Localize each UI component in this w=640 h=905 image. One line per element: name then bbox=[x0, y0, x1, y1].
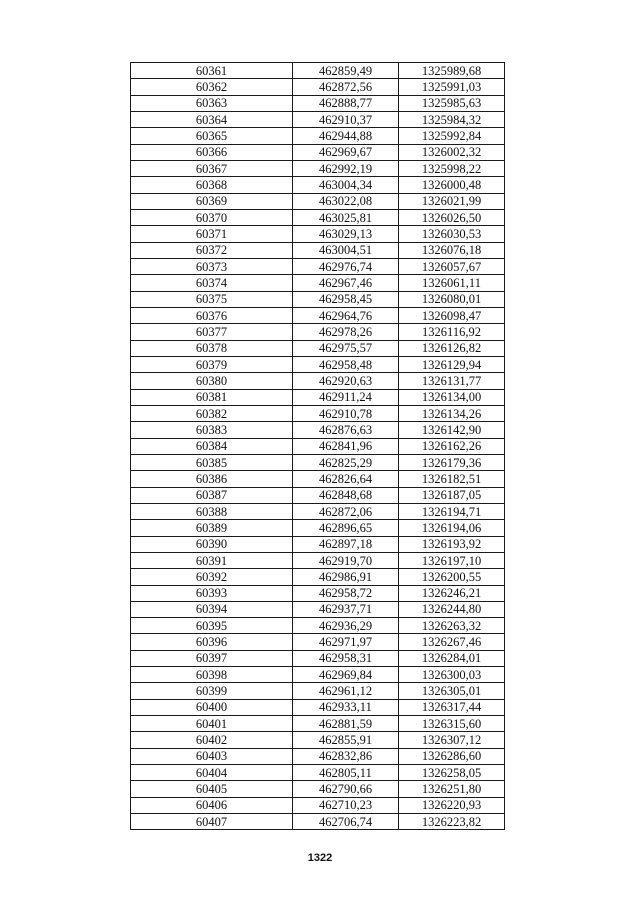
y-coordinate-cell: 1326307,12 bbox=[399, 732, 505, 748]
x-coordinate-cell: 463022,08 bbox=[293, 193, 399, 209]
point-number-cell: 60398 bbox=[131, 667, 293, 683]
table-row bbox=[131, 781, 505, 797]
point-number-cell: 60362 bbox=[131, 79, 293, 95]
table-row bbox=[131, 324, 505, 340]
table-row bbox=[131, 389, 505, 405]
y-coordinate-cell: 1326061,11 bbox=[399, 275, 505, 291]
y-coordinate-cell: 1326162,26 bbox=[399, 438, 505, 454]
x-coordinate-cell: 462978,26 bbox=[293, 324, 399, 340]
point-number-cell: 60407 bbox=[131, 814, 293, 830]
table-row bbox=[131, 503, 505, 519]
table-row bbox=[131, 340, 505, 356]
x-coordinate-cell: 462911,24 bbox=[293, 389, 399, 405]
y-coordinate-cell: 1326200,55 bbox=[399, 569, 505, 585]
table-row bbox=[131, 683, 505, 699]
x-coordinate-cell: 462958,48 bbox=[293, 356, 399, 372]
table-row bbox=[131, 732, 505, 748]
page-number: 1322 bbox=[307, 852, 333, 864]
y-coordinate-cell: 1326263,32 bbox=[399, 618, 505, 634]
y-coordinate-cell: 1326246,21 bbox=[399, 585, 505, 601]
y-coordinate-cell: 1326267,46 bbox=[399, 634, 505, 650]
table-row bbox=[131, 242, 505, 258]
point-number-cell: 60405 bbox=[131, 781, 293, 797]
y-coordinate-cell: 1326179,36 bbox=[399, 454, 505, 470]
x-coordinate-cell: 462919,70 bbox=[293, 552, 399, 568]
y-coordinate-cell: 1325998,22 bbox=[399, 160, 505, 176]
x-coordinate-cell: 462975,57 bbox=[293, 340, 399, 356]
x-coordinate-cell: 462910,37 bbox=[293, 111, 399, 127]
x-coordinate-cell: 462848,68 bbox=[293, 487, 399, 503]
point-number-cell: 60399 bbox=[131, 683, 293, 699]
table-row bbox=[131, 585, 505, 601]
table-row bbox=[131, 438, 505, 454]
point-number-cell: 60392 bbox=[131, 569, 293, 585]
y-coordinate-cell: 1325992,84 bbox=[399, 128, 505, 144]
x-coordinate-cell: 462876,63 bbox=[293, 422, 399, 438]
point-number-cell: 60403 bbox=[131, 748, 293, 764]
point-number-cell: 60380 bbox=[131, 373, 293, 389]
x-coordinate-cell: 462971,97 bbox=[293, 634, 399, 650]
table-row bbox=[131, 716, 505, 732]
table-row bbox=[131, 552, 505, 568]
y-coordinate-cell: 1326258,05 bbox=[399, 765, 505, 781]
y-coordinate-cell: 1326021,99 bbox=[399, 193, 505, 209]
x-coordinate-cell: 462855,91 bbox=[293, 732, 399, 748]
point-number-cell: 60384 bbox=[131, 438, 293, 454]
point-number-cell: 60406 bbox=[131, 797, 293, 813]
x-coordinate-cell: 462969,67 bbox=[293, 144, 399, 160]
point-number-cell: 60368 bbox=[131, 177, 293, 193]
table-row bbox=[131, 356, 505, 372]
point-number-cell: 60369 bbox=[131, 193, 293, 209]
table-row bbox=[131, 487, 505, 503]
point-number-cell: 60375 bbox=[131, 291, 293, 307]
x-coordinate-cell: 462958,31 bbox=[293, 650, 399, 666]
table-row bbox=[131, 814, 505, 830]
coordinates-table-body bbox=[131, 63, 505, 830]
point-number-cell: 60379 bbox=[131, 356, 293, 372]
table-row bbox=[131, 307, 505, 323]
point-number-cell: 60387 bbox=[131, 487, 293, 503]
point-number-cell: 60383 bbox=[131, 422, 293, 438]
point-number-cell: 60388 bbox=[131, 503, 293, 519]
point-number-cell: 60386 bbox=[131, 471, 293, 487]
x-coordinate-cell: 462944,88 bbox=[293, 128, 399, 144]
y-coordinate-cell: 1326315,60 bbox=[399, 716, 505, 732]
table-row bbox=[131, 471, 505, 487]
y-coordinate-cell: 1326220,93 bbox=[399, 797, 505, 813]
x-coordinate-cell: 463004,34 bbox=[293, 177, 399, 193]
table-row bbox=[131, 291, 505, 307]
table-row bbox=[131, 209, 505, 225]
y-coordinate-cell: 1326305,01 bbox=[399, 683, 505, 699]
y-coordinate-cell: 1326080,01 bbox=[399, 291, 505, 307]
table-row bbox=[131, 160, 505, 176]
y-coordinate-cell: 1326057,67 bbox=[399, 258, 505, 274]
table-row bbox=[131, 618, 505, 634]
point-number-cell: 60396 bbox=[131, 634, 293, 650]
table-row bbox=[131, 193, 505, 209]
y-coordinate-cell: 1326030,53 bbox=[399, 226, 505, 242]
table-row bbox=[131, 144, 505, 160]
y-coordinate-cell: 1326134,00 bbox=[399, 389, 505, 405]
table-row bbox=[131, 95, 505, 111]
x-coordinate-cell: 462841,96 bbox=[293, 438, 399, 454]
x-coordinate-cell: 462897,18 bbox=[293, 536, 399, 552]
point-number-cell: 60385 bbox=[131, 454, 293, 470]
point-number-cell: 60395 bbox=[131, 618, 293, 634]
x-coordinate-cell: 462936,29 bbox=[293, 618, 399, 634]
x-coordinate-cell: 462986,91 bbox=[293, 569, 399, 585]
table-row bbox=[131, 422, 505, 438]
table-row bbox=[131, 667, 505, 683]
x-coordinate-cell: 463004,51 bbox=[293, 242, 399, 258]
x-coordinate-cell: 462825,29 bbox=[293, 454, 399, 470]
table-row bbox=[131, 373, 505, 389]
point-number-cell: 60394 bbox=[131, 601, 293, 617]
y-coordinate-cell: 1326300,03 bbox=[399, 667, 505, 683]
y-coordinate-cell: 1326116,92 bbox=[399, 324, 505, 340]
y-coordinate-cell: 1326193,92 bbox=[399, 536, 505, 552]
point-number-cell: 60401 bbox=[131, 716, 293, 732]
table-row bbox=[131, 405, 505, 421]
y-coordinate-cell: 1326076,18 bbox=[399, 242, 505, 258]
table-row bbox=[131, 258, 505, 274]
table-row bbox=[131, 699, 505, 715]
coordinates-table bbox=[130, 62, 505, 830]
x-coordinate-cell: 462920,63 bbox=[293, 373, 399, 389]
y-coordinate-cell: 1326187,05 bbox=[399, 487, 505, 503]
y-coordinate-cell: 1326131,77 bbox=[399, 373, 505, 389]
point-number-cell: 60372 bbox=[131, 242, 293, 258]
point-number-cell: 60371 bbox=[131, 226, 293, 242]
y-coordinate-cell: 1326098,47 bbox=[399, 307, 505, 323]
point-number-cell: 60382 bbox=[131, 405, 293, 421]
table-row bbox=[131, 177, 505, 193]
y-coordinate-cell: 1326129,94 bbox=[399, 356, 505, 372]
x-coordinate-cell: 462976,74 bbox=[293, 258, 399, 274]
x-coordinate-cell: 462790,66 bbox=[293, 781, 399, 797]
y-coordinate-cell: 1326244,80 bbox=[399, 601, 505, 617]
x-coordinate-cell: 462967,46 bbox=[293, 275, 399, 291]
y-coordinate-cell: 1326126,82 bbox=[399, 340, 505, 356]
point-number-cell: 60390 bbox=[131, 536, 293, 552]
point-number-cell: 60378 bbox=[131, 340, 293, 356]
x-coordinate-cell: 462992,19 bbox=[293, 160, 399, 176]
x-coordinate-cell: 462910,78 bbox=[293, 405, 399, 421]
point-number-cell: 60376 bbox=[131, 307, 293, 323]
point-number-cell: 60366 bbox=[131, 144, 293, 160]
table-row bbox=[131, 650, 505, 666]
table-row bbox=[131, 128, 505, 144]
x-coordinate-cell: 462958,72 bbox=[293, 585, 399, 601]
y-coordinate-cell: 1326000,48 bbox=[399, 177, 505, 193]
table-row bbox=[131, 601, 505, 617]
y-coordinate-cell: 1326286,60 bbox=[399, 748, 505, 764]
point-number-cell: 60365 bbox=[131, 128, 293, 144]
x-coordinate-cell: 462859,49 bbox=[293, 63, 399, 79]
x-coordinate-cell: 462896,65 bbox=[293, 520, 399, 536]
x-coordinate-cell: 462933,11 bbox=[293, 699, 399, 715]
point-number-cell: 60373 bbox=[131, 258, 293, 274]
point-number-cell: 60404 bbox=[131, 765, 293, 781]
y-coordinate-cell: 1326251,80 bbox=[399, 781, 505, 797]
point-number-cell: 60364 bbox=[131, 111, 293, 127]
y-coordinate-cell: 1326194,71 bbox=[399, 503, 505, 519]
x-coordinate-cell: 462969,84 bbox=[293, 667, 399, 683]
x-coordinate-cell: 462710,23 bbox=[293, 797, 399, 813]
table-row bbox=[131, 226, 505, 242]
table-row bbox=[131, 111, 505, 127]
point-number-cell: 60400 bbox=[131, 699, 293, 715]
y-coordinate-cell: 1325989,68 bbox=[399, 63, 505, 79]
point-number-cell: 60389 bbox=[131, 520, 293, 536]
y-coordinate-cell: 1326194,06 bbox=[399, 520, 505, 536]
point-number-cell: 60367 bbox=[131, 160, 293, 176]
x-coordinate-cell: 462872,56 bbox=[293, 79, 399, 95]
table-row bbox=[131, 275, 505, 291]
point-number-cell: 60361 bbox=[131, 63, 293, 79]
x-coordinate-cell: 462706,74 bbox=[293, 814, 399, 830]
x-coordinate-cell: 462872,06 bbox=[293, 503, 399, 519]
point-number-cell: 60374 bbox=[131, 275, 293, 291]
point-number-cell: 60402 bbox=[131, 732, 293, 748]
x-coordinate-cell: 463029,13 bbox=[293, 226, 399, 242]
x-coordinate-cell: 462826,64 bbox=[293, 471, 399, 487]
table-row bbox=[131, 634, 505, 650]
y-coordinate-cell: 1326026,50 bbox=[399, 209, 505, 225]
table-row bbox=[131, 765, 505, 781]
y-coordinate-cell: 1326182,51 bbox=[399, 471, 505, 487]
point-number-cell: 60381 bbox=[131, 389, 293, 405]
x-coordinate-cell: 462888,77 bbox=[293, 95, 399, 111]
table-row bbox=[131, 63, 505, 79]
table-row bbox=[131, 797, 505, 813]
point-number-cell: 60363 bbox=[131, 95, 293, 111]
y-coordinate-cell: 1325984,32 bbox=[399, 111, 505, 127]
table-row bbox=[131, 520, 505, 536]
table-row bbox=[131, 748, 505, 764]
y-coordinate-cell: 1325991,03 bbox=[399, 79, 505, 95]
y-coordinate-cell: 1326223,82 bbox=[399, 814, 505, 830]
point-number-cell: 60391 bbox=[131, 552, 293, 568]
table-row bbox=[131, 454, 505, 470]
point-number-cell: 60397 bbox=[131, 650, 293, 666]
y-coordinate-cell: 1326284,01 bbox=[399, 650, 505, 666]
y-coordinate-cell: 1325985,63 bbox=[399, 95, 505, 111]
table-row bbox=[131, 79, 505, 95]
x-coordinate-cell: 463025,81 bbox=[293, 209, 399, 225]
y-coordinate-cell: 1326317,44 bbox=[399, 699, 505, 715]
point-number-cell: 60393 bbox=[131, 585, 293, 601]
y-coordinate-cell: 1326197,10 bbox=[399, 552, 505, 568]
x-coordinate-cell: 462964,76 bbox=[293, 307, 399, 323]
x-coordinate-cell: 462881,59 bbox=[293, 716, 399, 732]
point-number-cell: 60377 bbox=[131, 324, 293, 340]
y-coordinate-cell: 1326142,90 bbox=[399, 422, 505, 438]
y-coordinate-cell: 1326134,26 bbox=[399, 405, 505, 421]
y-coordinate-cell: 1326002,32 bbox=[399, 144, 505, 160]
table-row bbox=[131, 536, 505, 552]
x-coordinate-cell: 462958,45 bbox=[293, 291, 399, 307]
x-coordinate-cell: 462805,11 bbox=[293, 765, 399, 781]
x-coordinate-cell: 462832,86 bbox=[293, 748, 399, 764]
table-row bbox=[131, 569, 505, 585]
x-coordinate-cell: 462937,71 bbox=[293, 601, 399, 617]
x-coordinate-cell: 462961,12 bbox=[293, 683, 399, 699]
point-number-cell: 60370 bbox=[131, 209, 293, 225]
